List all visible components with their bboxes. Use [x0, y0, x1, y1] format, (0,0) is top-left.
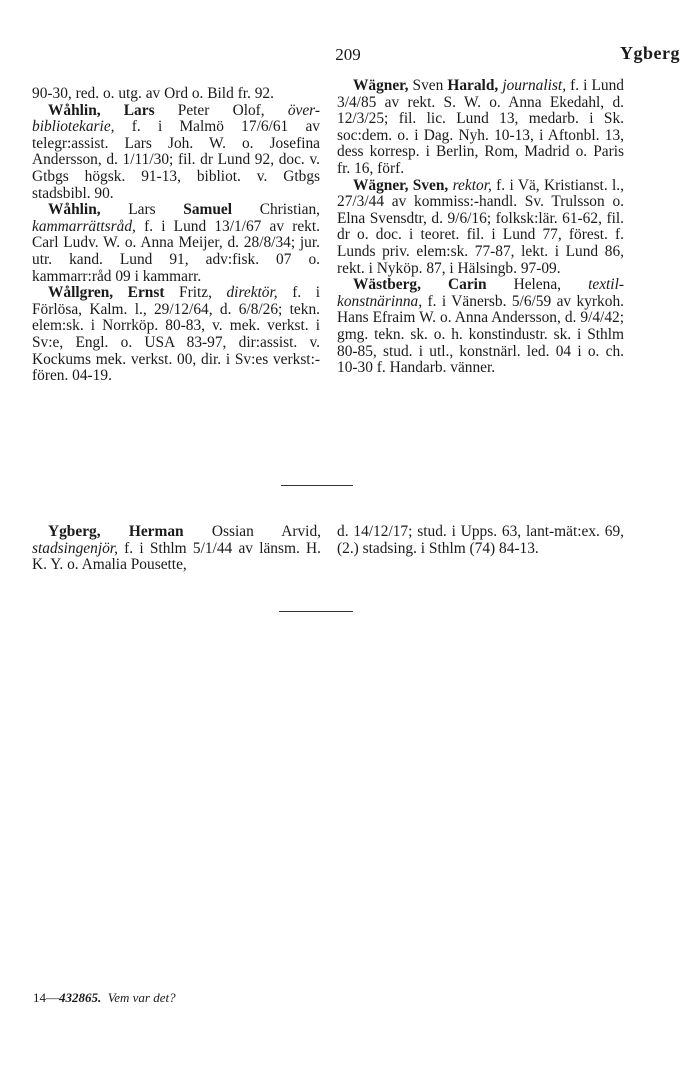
- entry-given-names: Lars: [100, 201, 184, 219]
- entry-text: f. i Förlösa, Kalm. l., 29/12/64, d. 6/8/26; tekn. elem:sk. i Norrköp. 80-83, v. mek. verkst. i Sv:e, Engl. o. USA 83-97, dir:assist. v. Kockums mek. verkst. 00, dir. i Sv:es verkst:-fören. 04-19.: [32, 284, 320, 385]
- entry-given-names: Sven: [408, 77, 448, 94]
- entry-text: f. i Lund 3/4/85 av rekt. S. W. o. Anna Ekedahl, d. 12/3/25; fil. lic. Lund 13, medarb. i Sk. soc:dem. o. i Dag. Nyh. 10-13, i Aftonbl. 13, dess korresp. i Berlin, Rom, Madrid o. Paris fr. 16, förf.: [337, 77, 624, 177]
- bottom-entry-left: [32, 524, 321, 574]
- page-footer: [33, 990, 176, 1006]
- entry-text: f. i Malmö 17/6/61 av telegr:assist. Lars Joh. W. o. Josefina Andersson, d. 1/11/30; fil. dr Lund 92, doc. v. Gtbgs högsk. 91-13, bibliot. v. Gtbgs stadsbibl. 90.: [32, 118, 320, 202]
- entry-given-names-secondary: Christian,: [232, 201, 320, 219]
- right-column: [337, 78, 624, 377]
- entry-title: stadsingenjör,: [32, 539, 118, 557]
- entry-title: kammarrättsråd,: [32, 217, 136, 235]
- bottom-entry-right: [337, 524, 624, 557]
- entry-text: f. i Sthlm 5/1/44 av länsm. H. K. Y. o. Amalia Pousette,: [32, 539, 321, 574]
- left-column: [32, 86, 320, 385]
- entry-name: Ygberg, Herman: [48, 523, 184, 540]
- entry-text: f. i Vä, Kristianst. l., 27/3/44 av kommiss:-handl. Sv. Trulsson o. Elna Svensdtr, d. 9/6/16; folksk:lär. 61-62, fil. dr o. doc. i teoret. fil. i Lund 77, förest. f. Lunds priv. elem:sk. 77-87, lekt. i Lund 86, rekt. i Nyköp. 87, i Hälsingb. 97-09.: [337, 176, 624, 277]
- entry-given-names: Fritz,: [164, 284, 227, 302]
- sheet-signature: 14—: [33, 990, 59, 1005]
- entry-name: Wägner, Sven,: [353, 176, 449, 194]
- entry-name-secondary: Harald,: [447, 77, 499, 94]
- entry-ygberg-herman-continued: d. 14/12/17; stud. i Upps. 63, lant-mät:ex. 69, (2.) stadsing. i Sthlm (74) 84-13.: [337, 523, 624, 557]
- entry-title: rektor,: [452, 176, 492, 194]
- entry-title: över-bibliotekarie,: [32, 101, 320, 136]
- section-divider: [281, 485, 353, 486]
- entry-name: Wägner,: [353, 77, 409, 94]
- book-title: Vem var det?: [107, 990, 176, 1005]
- entry-name: Wåhlin,: [48, 201, 101, 219]
- continuation-text: 90-30, red. o. utg. av Ord o. Bild fr. 92.: [32, 85, 274, 102]
- entry-text: f. i Vänersb. 5/6/59 av kyrkoh. Hans Efraim W. o. Anna Andersson, d. 9/4/42; gmg. tekn. sk. o. h. konstindustr. sk. i Sthlm 80-85, stud. i utl., konstnärl. led. 04 i o. ch. 10-30 f. Handarb. vänner.: [337, 292, 624, 377]
- entry-given-names: Ossian Arvid,: [183, 523, 321, 540]
- entry-name: Wästberg, Carin: [353, 276, 487, 294]
- section-divider: [279, 611, 353, 612]
- entry-wahlin-lars-samuel: [32, 202, 320, 285]
- entry-ygberg-herman: [32, 524, 321, 574]
- entry-name: Wållgren, Ernst: [48, 284, 165, 302]
- entry-title: journalist,: [502, 77, 567, 94]
- entry-name: Wåhlin, Lars: [48, 101, 155, 119]
- entry-wahlin-lars-peter: [32, 103, 320, 203]
- entry-wagner-sven-harald: [337, 78, 624, 178]
- entry-name-secondary: Samuel: [183, 201, 233, 219]
- entry-text: f. i Lund 13/1/67 av rekt. Carl Ludv. W. o. Anna Meijer, d. 28/8/34; jur. utr. kand. Lund 91, adv:fisk. 07 o. kammarr:råd 09 i kammarr.: [32, 217, 320, 285]
- entry-wallgren-ernst: [32, 285, 320, 385]
- print-code: 432865.: [59, 990, 102, 1005]
- entry-title: direktör,: [226, 284, 278, 302]
- entry-wastberg-carin: [337, 277, 624, 377]
- entry-wagner-sven: [337, 178, 624, 278]
- running-head: Ygberg: [620, 43, 680, 63]
- entry-given-names: Helena,: [486, 276, 589, 294]
- entry-title: textil-konstnärinna,: [337, 276, 624, 310]
- entry-given-names: Peter Olof,: [154, 101, 288, 119]
- page-number: 209: [335, 45, 361, 64]
